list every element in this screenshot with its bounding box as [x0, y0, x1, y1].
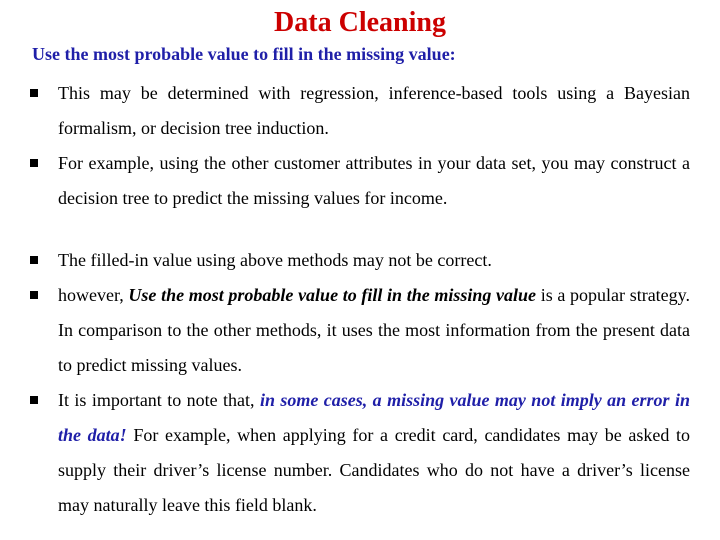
bullet-text-pre: It is important to note that, [58, 390, 260, 410]
square-bullet-icon [30, 89, 38, 97]
square-bullet-icon [30, 159, 38, 167]
bullet-emphasis: Use the most probable value to fill in the missing value [128, 285, 537, 305]
bullet-emphasis-blue: in some cases, a missing value may not imply an error in the data! [58, 390, 690, 445]
bullet-item [30, 243, 690, 278]
square-bullet-icon [30, 291, 38, 299]
bullet-text-post: For example, when applying for a credit card, candidates may be asked to supply their driver’s license number. Candidates who do not have a driver’s license may naturally leave this field blank. [58, 425, 690, 515]
bullet-item [30, 278, 690, 383]
bullet-text-post: is a popular strategy. In comparison to the other methods, it uses the most information from the present data to predict missing values. [58, 285, 690, 375]
bullet-text: For example, using the other customer attributes in your data set, you may construct a decision tree to predict the missing values for income. [58, 153, 690, 208]
slide-subtitle: Use the most probable value to fill in the missing value: [32, 44, 456, 64]
slide-title: Data Cleaning [274, 7, 446, 38]
bullet-item [30, 146, 690, 216]
bullet-text: The filled-in value using above methods may not be correct. [58, 250, 492, 270]
bullet-list [30, 76, 690, 523]
bullet-item [30, 76, 690, 146]
bullet-text-pre: however, [58, 285, 129, 305]
square-bullet-icon [30, 396, 38, 404]
bullet-text: This may be determined with regression, inference-based tools using a Bayesian formalism, or decision tree induction. [58, 83, 690, 138]
bullet-item [30, 383, 690, 523]
square-bullet-icon [30, 256, 38, 264]
